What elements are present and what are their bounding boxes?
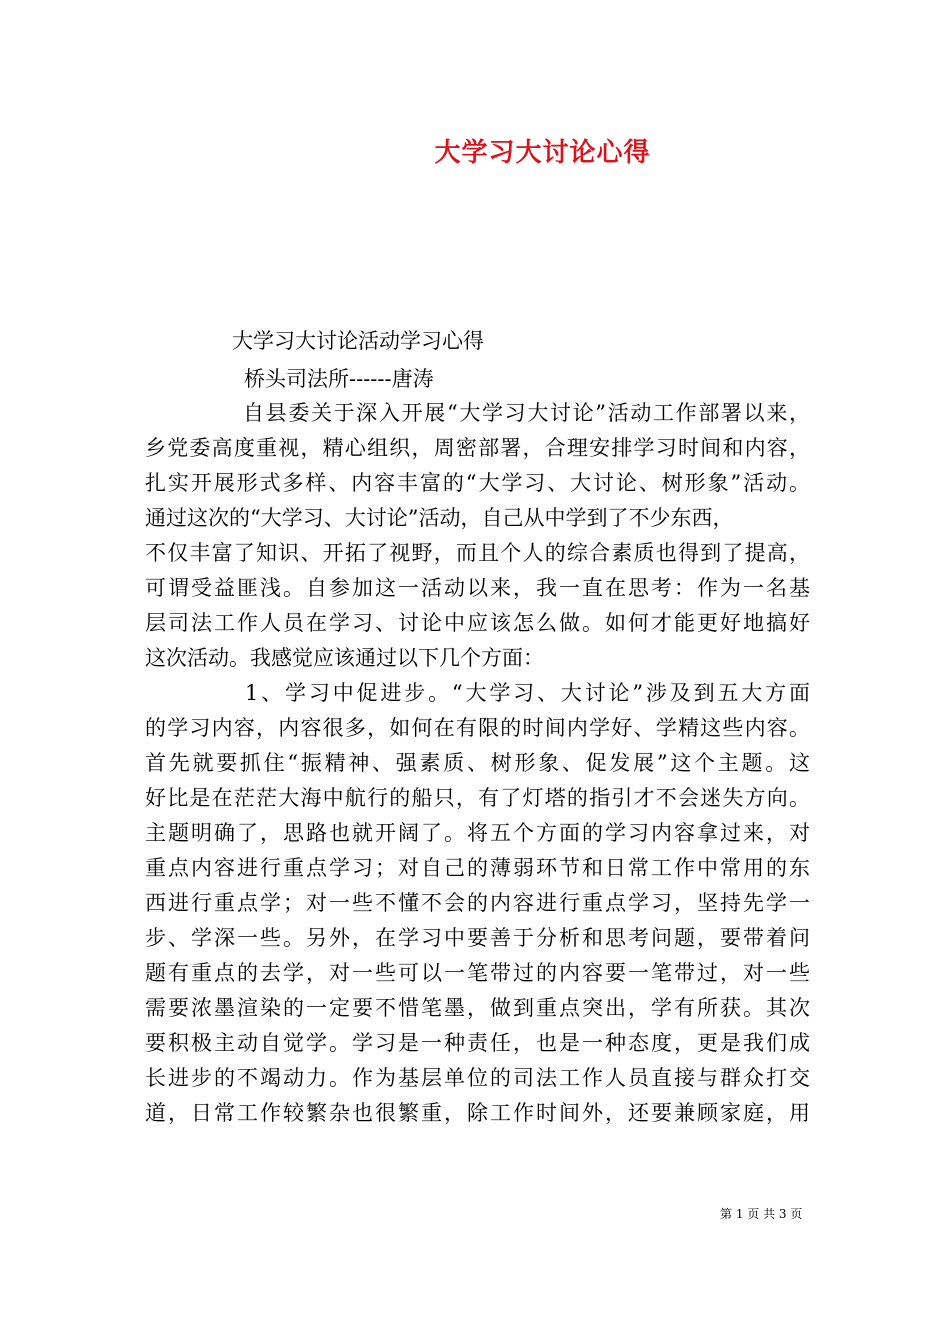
paragraph-1-line: 通过这次的“大学习、大讨论”活动，自己从中学到了不少东西，	[145, 506, 734, 530]
document-title: 大学习大讨论心得	[434, 138, 651, 168]
document-body	[145, 396, 810, 1131]
paragraph-2-line: 主题明确了，思路也就开阔了。将五个方面的学习内容拿过来，对	[145, 821, 810, 845]
paragraph-1-line: 自县委关于深入开展“大学习大讨论”活动工作部署以来，	[243, 401, 810, 425]
paragraph-2-line: 需要浓墨渲染的一定要不惜笔墨，做到重点突出，学有所获。其次	[145, 996, 810, 1020]
paragraph-2-line: 道，日常工作较繁杂也很繁重，除工作时间外，还要兼顾家庭，用	[145, 1101, 810, 1125]
paragraph-2-line: 1、学习中促进步。“大学习、大讨论”涉及到五大方面	[245, 681, 810, 705]
paragraph-2-line: 长进步的不竭动力。作为基层单位的司法工作人员直接与群众打交	[145, 1066, 810, 1090]
paragraph-2-line: 步、学深一些。另外，在学习中要善于分析和思考问题，要带着问	[145, 926, 810, 950]
paragraph-2-line: 重点内容进行重点学习；对自己的薄弱环节和日常工作中常用的东	[145, 856, 810, 880]
paragraph-2-line: 好比是在茫茫大海中航行的船只，有了灯塔的指引才不会迷失方向。	[145, 786, 810, 810]
paragraph-2-line: 要积极主动自觉学。学习是一种责任，也是一种态度，更是我们成	[145, 1031, 810, 1055]
paragraph-1-line: 不仅丰富了知识、开拓了视野，而且个人的综合素质也得到了提高，	[145, 541, 810, 565]
paragraph-2-line: 首先就要抓住“振精神、强素质、树形象、促发展”这个主题。这	[145, 751, 810, 775]
paragraph-2-line: 西进行重点学；对一些不懂不会的内容进行重点学习，坚持先学一	[145, 891, 810, 915]
paragraph-1-line: 可谓受益匪浅。自参加这一活动以来，我一直在思考：作为一名基	[145, 576, 810, 600]
paragraph-1-line: 这次活动。我感觉应该通过以下几个方面：	[145, 646, 544, 670]
paragraph-1-line: 乡党委高度重视，精心组织，周密部署，合理安排学习时间和内容，	[145, 436, 810, 460]
paragraph-2-line: 的学习内容，内容很多，如何在有限的时间内学好、学精这些内容。	[145, 716, 810, 740]
paragraph-2-line: 题有重点的去学，对一些可以一笔带过的内容要一笔带过，对一些	[145, 961, 810, 985]
document-author: 桥头司法所------唐涛	[244, 367, 434, 391]
document-subtitle: 大学习大讨论活动学习心得	[232, 329, 484, 353]
page-number-footer: 第 1 页 共 3 页	[720, 1207, 803, 1221]
paragraph-1-line: 扎实开展形式多样、内容丰富的“大学习、大讨论、树形象”活动。	[145, 471, 810, 495]
paragraph-1-line: 层司法工作人员在学习、讨论中应该怎么做。如何才能更好地搞好	[145, 611, 810, 635]
